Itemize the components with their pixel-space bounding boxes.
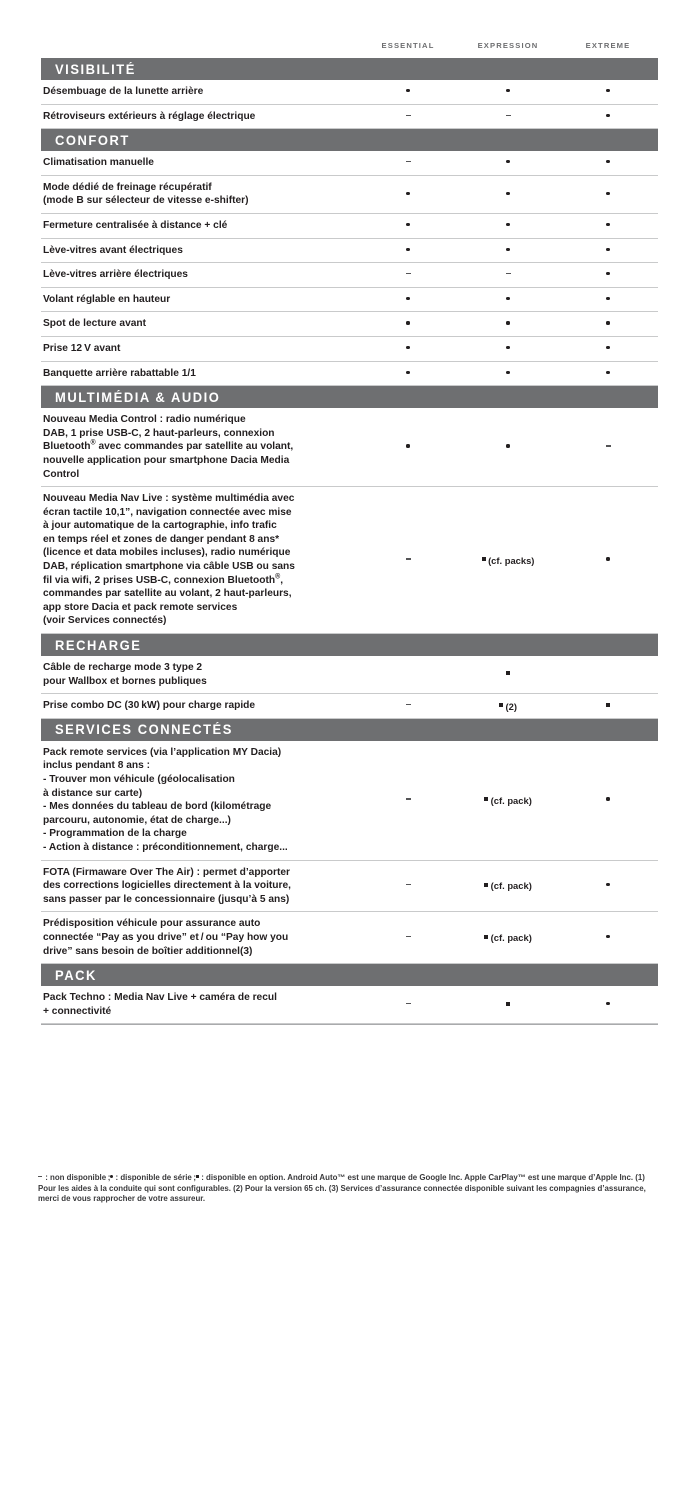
mark-cell-expression [458,912,558,963]
mark-cell-essential [358,861,458,912]
availability-unavailable-icon [406,555,411,566]
mark-cell-extreme [558,337,658,361]
mark-cell-extreme [558,656,658,693]
feature-label: Fermeture centralisée à distance + clé [43,219,228,231]
mark-cell-essential [358,312,458,336]
mark-cell-essential [358,408,458,486]
feature-label: Volant réglable en hauteur [43,293,171,305]
mark-cell-essential [358,288,458,312]
mark-cell-essential [358,239,458,263]
availability-unavailable-icon [506,269,511,280]
feature-label: Spot de lecture avant [43,318,147,330]
feature-label: Rétroviseurs extérieurs à réglage électrique [43,110,256,122]
mark-cell-expression [458,362,558,386]
availability-option-icon [506,669,510,680]
column-header-essential: ESSENTIAL [381,41,435,50]
availability-standard-icon [406,245,409,256]
availability-standard-icon [406,86,409,97]
section-title: PACK [55,967,97,983]
availability-standard-icon [406,368,409,379]
mark-cell-essential [358,487,458,633]
availability-standard-icon [606,269,609,280]
availability-standard-icon [606,220,609,231]
footnote-part2: : disponible de série ; [113,1173,197,1182]
registered-mark: ® [90,439,96,447]
mark-cell-expression [458,239,558,263]
availability-standard-icon [606,319,609,330]
availability-standard-icon [606,294,609,305]
section-header-confort [41,129,658,151]
table-row [41,408,658,487]
table-row [41,239,658,264]
table-row [41,105,658,130]
availability-standard-icon [506,86,509,97]
feature-label: Lève-vitres arrière électriques [43,269,188,281]
mark-cell-extreme [558,861,658,912]
mark-note: (cf. pack) [490,794,532,806]
mark-cell-extreme [558,408,658,486]
availability-standard-icon [506,189,509,200]
availability-standard-icon [506,294,509,305]
mark-cell-expression [458,986,558,1023]
mark-cell-essential [358,912,458,963]
mark-cell-expression [458,263,558,287]
table-row [41,694,658,719]
table-row [41,312,658,337]
section-title: SERVICES CONNECTÉS [55,722,233,738]
availability-standard-icon [606,189,609,200]
mark-cell-expression [458,176,558,213]
availability-standard-icon [506,157,509,168]
mark-cell-essential [358,986,458,1023]
column-header-row [41,0,658,58]
availability-unavailable-icon [406,157,411,168]
mark-cell-essential [358,105,458,129]
mark-note: (cf. pack) [490,880,532,892]
spec-comparison-table [41,0,658,1025]
column-header-extreme: EXTREME [585,41,631,50]
mark-note: (2) [505,700,517,712]
mark-cell-essential [358,214,458,238]
availability-option-icon [606,701,610,712]
mark-cell-essential [358,694,458,718]
mark-cell-extreme [558,176,658,213]
availability-unavailable-icon [406,269,411,280]
section-title: CONFORT [55,132,130,148]
feature-label: FOTA (Firmaware Over The Air) : permet d’apporter des corrections logicielles directement à la voiture, sans passer par le concessionnaire (jusqu’à 5 ans) [43,866,291,905]
mark-cell-extreme [558,151,658,175]
mark-cell-expression [458,312,558,336]
availability-standard-icon [406,343,409,354]
mark-cell-expression [458,487,558,633]
table-row [41,214,658,239]
availability-unavailable-icon [406,932,411,943]
availability-standard-icon [506,245,509,256]
feature-label: Nouveau Media Control : radio numérique DAB, 1 prise USB-C, 2 haut-parleurs, connexion Bluetooth® avec commandes par satellite au volant, nouvelle application pour smartphone Dacia Media Control [43,414,294,480]
mark-cell-extreme [558,214,658,238]
section-header-services-connectes [41,719,658,741]
section-title: MULTIMÉDIA & AUDIO [55,389,221,405]
availability-standard-icon [606,999,609,1010]
table-row [41,176,658,214]
feature-label: Prise combo DC (30 kW) pour charge rapide [43,700,256,712]
footnote-part3: : disponible en option. Android Auto™ est une marque de Google Inc. Apple CarPlay™ est une marque d’Apple Inc. (1) Pour les aides à la conduite qui sont configurables. (2) Pour la version 65 ch. (3) Services d’assurance connectée disponible suivant les compagnies d’assurance, merci de vous rapprocher de votre assureur. [38,1173,646,1204]
table-row [41,288,658,313]
availability-standard-icon [506,319,509,330]
mark-cell-extreme [558,263,658,287]
mark-cell-extreme [558,362,658,386]
table-row [41,151,658,176]
table-row [41,861,658,913]
mark-note: (cf. pack) [490,932,532,944]
mark-cell-extreme [558,80,658,104]
feature-label: Désembuage de la lunette arrière [43,86,204,97]
registered-mark: ® [275,573,281,581]
mark-cell-essential [358,741,458,860]
section-title: VISIBILITÉ [55,61,136,77]
availability-standard-icon [506,368,509,379]
mark-cell-extreme [558,694,658,718]
availability-standard-icon [606,86,609,97]
availability-unavailable-icon [406,111,411,122]
availability-standard-icon [606,245,609,256]
section-header-visibilite [41,58,658,80]
mark-cell-extreme [558,105,658,129]
feature-label: Lève-vitres avant électriques [43,244,183,256]
mark-cell-extreme [558,239,658,263]
mark-cell-expression [458,80,558,104]
feature-label: Pack remote services (via l’application MY Dacia) inclus pendant 8 ans : - Trouver mon véhicule (géolocalisation à distance sur carte) - Mes données du tableau de bord (kilométrage parcouru, autonomie, état de charge...) - Programmation de la charge - Action à distance : préconditionnement, charge... [43,746,288,853]
availability-standard-icon [606,343,609,354]
table-row [41,80,658,105]
feature-label: Prédisposition véhicule pour assurance auto connectée “Pay as you drive” et / ou “Pay how you drive” sans besoin de boîtier additionnel(3) [43,918,289,957]
mark-cell-expression [458,741,558,860]
section-header-multimedia-audio [41,386,658,408]
footnote-part1: : non disponible ; [43,1173,111,1182]
availability-standard-icon [506,442,509,453]
footnote [38,1173,663,1205]
table-row [41,263,658,288]
availability-standard-icon [606,880,609,891]
availability-standard-icon [406,319,409,330]
section-title: RECHARGE [55,637,142,653]
mark-cell-essential [358,80,458,104]
availability-standard-icon [406,220,409,231]
mark-cell-expression [458,694,558,718]
mark-cell-expression [458,337,558,361]
availability-option-icon [506,999,510,1010]
mark-cell-essential [358,263,458,287]
feature-label: Câble de recharge mode 3 type 2 pour Wallbox et bornes publiques [43,662,207,687]
feature-label: Prise 12 V avant [43,342,121,354]
mark-cell-extreme [558,288,658,312]
mark-cell-essential [358,362,458,386]
availability-standard-icon [606,555,609,566]
feature-label: Banquette arrière rabattable 1/1 [43,367,196,379]
availability-unavailable-icon [406,999,411,1010]
availability-standard-icon [406,189,409,200]
feature-label: Climatisation manuelle [43,157,154,169]
mark-cell-expression [458,656,558,693]
feature-label: Pack Techno : Media Nav Live + caméra de recul + connectivité [43,992,277,1017]
table-row [41,487,658,634]
availability-standard-icon [406,294,409,305]
availability-standard-icon [606,368,609,379]
mark-cell-extreme [558,312,658,336]
section-header-recharge [41,634,658,656]
availability-unavailable-icon [406,701,411,712]
mark-cell-extreme [558,741,658,860]
availability-standard-icon [406,442,409,453]
mark-cell-expression [458,408,558,486]
mark-note: (cf. packs) [488,554,535,566]
table-row [41,986,658,1024]
mark-cell-essential [358,176,458,213]
table-row [41,656,658,694]
mark-cell-extreme [558,986,658,1023]
section-header-pack [41,964,658,986]
table-row [41,337,658,362]
mark-cell-expression [458,105,558,129]
mark-cell-expression [458,151,558,175]
mark-cell-expression [458,214,558,238]
mark-cell-essential [358,151,458,175]
availability-unavailable-icon [506,111,511,122]
mark-cell-extreme [558,912,658,963]
column-header-expression: EXPRESSION [477,41,539,50]
availability-standard-icon [606,795,609,806]
mark-cell-expression [458,861,558,912]
table-bottom-rule [41,1024,658,1025]
availability-unavailable-icon [406,795,411,806]
availability-standard-icon [506,343,509,354]
availability-standard-icon [606,932,609,943]
mark-cell-expression [458,288,558,312]
availability-unavailable-icon [606,442,611,453]
mark-cell-essential [358,656,458,693]
availability-standard-icon [606,111,609,122]
mark-cell-essential [358,337,458,361]
availability-standard-icon [506,220,509,231]
table-row [41,741,658,861]
sections-container [41,58,658,1024]
feature-label: Mode dédié de freinage récupératif (mode B sur sélecteur de vitesse e-shifter) [43,181,249,207]
feature-label: Nouveau Media Nav Live : système multimédia avec écran tactile 10,1”, navigation connectée avec mise à jour automatique de la cartographie, info trafic en temps réel et zones de danger pendant 8 ans* (licence et data mobiles incluses), radio numérique DAB, réplication smartphone via câble USB ou sans fil via wifi, 2 prises USB-C, connexion Bluetooth®, commandes par satellite au volant, 2 haut-parleurs, app store Dacia et pack remote services (voir Services connectés) [43,493,295,627]
mark-cell-extreme [558,487,658,633]
table-row [41,912,658,964]
availability-standard-icon [606,157,609,168]
availability-unavailable-icon [406,880,411,891]
table-row [41,362,658,387]
